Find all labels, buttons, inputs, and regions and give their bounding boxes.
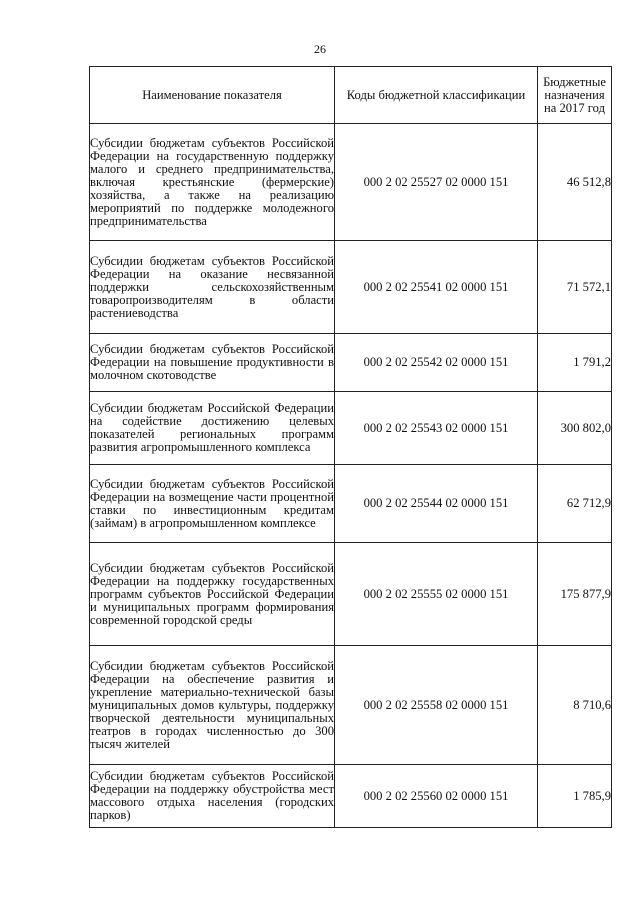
row-amount: 8 710,6 (538, 646, 612, 765)
row-amount: 1 791,2 (538, 334, 612, 392)
page-number: 26 (314, 42, 326, 56)
table-row (90, 241, 612, 334)
row-name: Субсидии бюджетам субъектов Российской Федерации на оказание несвязанной поддержки сельскохозяйственным товаропроизводителям в области растениеводства (90, 241, 335, 334)
row-name: Субсидии бюджетам субъектов Российской Федерации на государственную поддержку малого и среднего предпринимательства, включая крестьянские (фермерские) хозяйства, а также на реализацию мероприятий по поддержке молодежного предпринимательства (90, 124, 335, 241)
row-code: 000 2 02 25544 02 0000 151 (335, 465, 538, 543)
row-code: 000 2 02 25555 02 0000 151 (335, 543, 538, 646)
row-code: 000 2 02 25542 02 0000 151 (335, 334, 538, 392)
table-row (90, 543, 612, 646)
table-row (90, 646, 612, 765)
table-row (90, 334, 612, 392)
table-row (90, 465, 612, 543)
header-name: Наименование показателя (90, 67, 335, 124)
budget-table (89, 66, 612, 828)
row-name: Субсидии бюджетам субъектов Российской Федерации на обеспечение развития и укрепление материально-технической базы муниципальных домов культуры, поддержку творческой деятельности муниципальных театров в городах численностью до 300 тысяч жителей (90, 646, 335, 765)
row-amount: 300 802,0 (538, 392, 612, 465)
row-code: 000 2 02 25527 02 0000 151 (335, 124, 538, 241)
row-amount: 62 712,9 (538, 465, 612, 543)
row-amount: 46 512,8 (538, 124, 612, 241)
row-amount: 1 785,9 (538, 765, 612, 828)
table-row (90, 392, 612, 465)
row-name: Субсидии бюджетам субъектов Российской Федерации на повышение продуктивности в молочном скотоводстве (90, 334, 335, 392)
row-name: Субсидии бюджетам Российской Федерации на содействие достижению целевых показателей региональных программ развития агропромышленного комплекса (90, 392, 335, 465)
row-code: 000 2 02 25560 02 0000 151 (335, 765, 538, 828)
header-code: Коды бюджетной классификации (335, 67, 538, 124)
table-row (90, 765, 612, 828)
row-name: Субсидии бюджетам субъектов Российской Федерации на возмещение части процентной ставки по инвестиционным кредитам (займам) в агропромышленном комплексе (90, 465, 335, 543)
row-amount: 71 572,1 (538, 241, 612, 334)
row-name: Субсидии бюджетам субъектов Российской Федерации на поддержку обустройства мест массового отдыха населения (городских парков) (90, 765, 335, 828)
row-amount: 175 877,9 (538, 543, 612, 646)
table-row (90, 124, 612, 241)
row-code: 000 2 02 25543 02 0000 151 (335, 392, 538, 465)
row-code: 000 2 02 25541 02 0000 151 (335, 241, 538, 334)
header-amount: Бюджетные назначения на 2017 год (538, 67, 612, 124)
row-code: 000 2 02 25558 02 0000 151 (335, 646, 538, 765)
row-name: Субсидии бюджетам субъектов Российской Федерации на поддержку государственных программ субъектов Российской Федерации и муниципальных программ формирования современной городской среды (90, 543, 335, 646)
table-header-row (90, 67, 612, 124)
